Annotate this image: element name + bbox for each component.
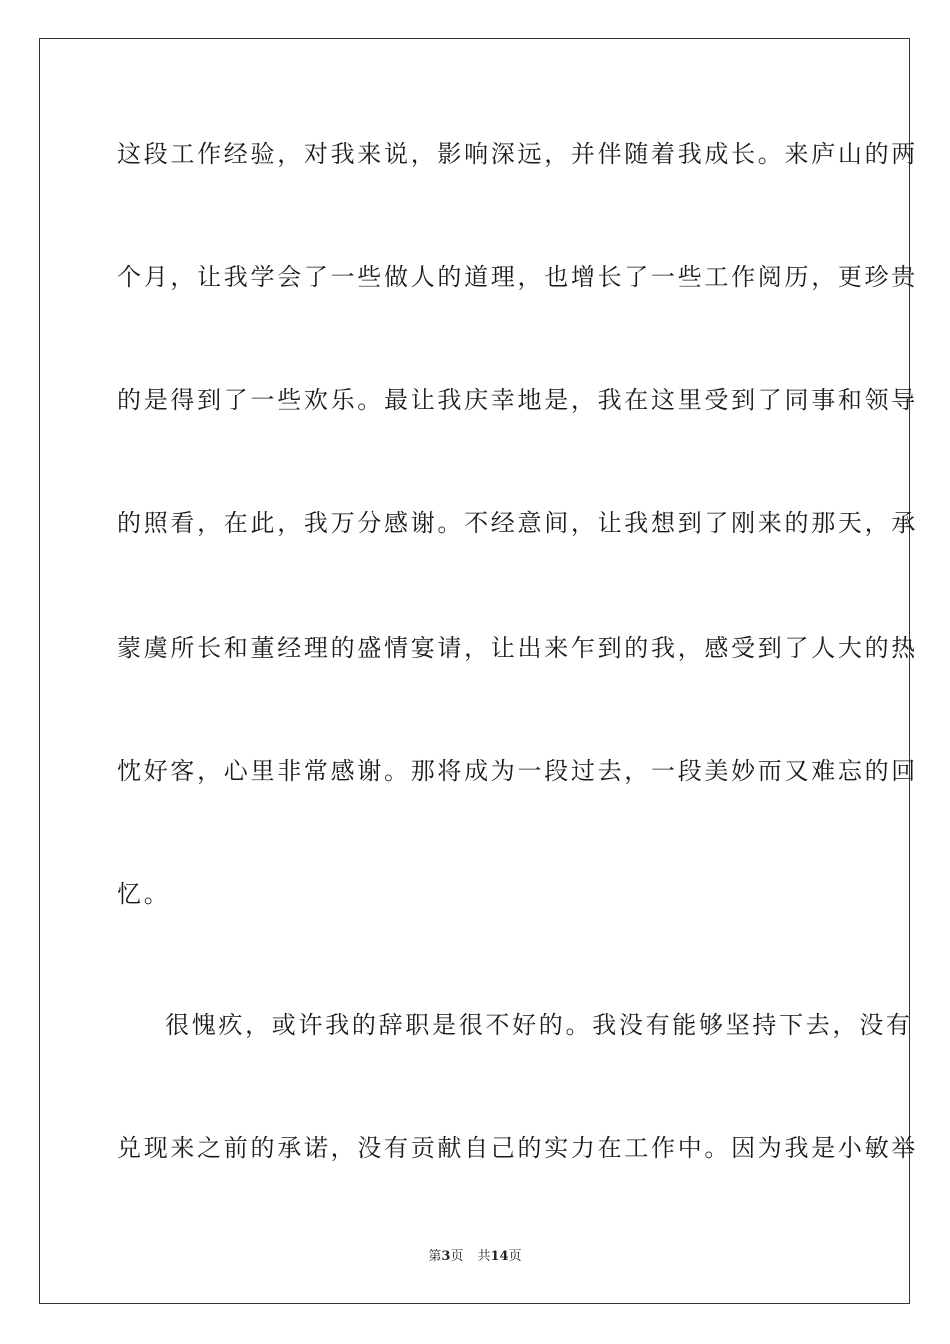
page-prefix: 第	[428, 1249, 442, 1264]
page-number: 3	[441, 1249, 451, 1264]
text-line: 这段工作经验，对我来说，影响深远，并伴随着我成长。来庐山的两	[117, 140, 918, 168]
total-suffix: 页	[508, 1249, 522, 1264]
text-line: 兑现来之前的承诺，没有贡献自己的实力在工作中。因为我是小敏举	[117, 1134, 918, 1162]
text-line: 的是得到了一些欢乐。最让我庆幸地是，我在这里受到了同事和领导	[117, 386, 918, 414]
text-line: 的照看，在此，我万分感谢。不经意间，让我想到了刚来的那天，承	[117, 509, 918, 537]
page-footer	[0, 1249, 950, 1265]
text-line: 忆。	[117, 880, 171, 908]
text-line: 忱好客，心里非常感谢。那将成为一段过去，一段美妙而又难忘的回	[117, 757, 918, 785]
page-suffix: 页	[450, 1249, 464, 1264]
total-pages: 14	[490, 1249, 509, 1264]
paragraph-first-line: 很愧疚，或许我的辞职是很不好的。我没有能够坚持下去，没有	[165, 1011, 913, 1039]
total-prefix: 共	[477, 1249, 491, 1264]
text-line: 蒙虞所长和董经理的盛情宴请，让出来乍到的我，感受到了人大的热	[117, 634, 918, 662]
page-border	[39, 38, 918, 1304]
text-line: 个月，让我学会了一些做人的道理，也增长了一些工作阅历，更珍贵	[117, 263, 918, 291]
